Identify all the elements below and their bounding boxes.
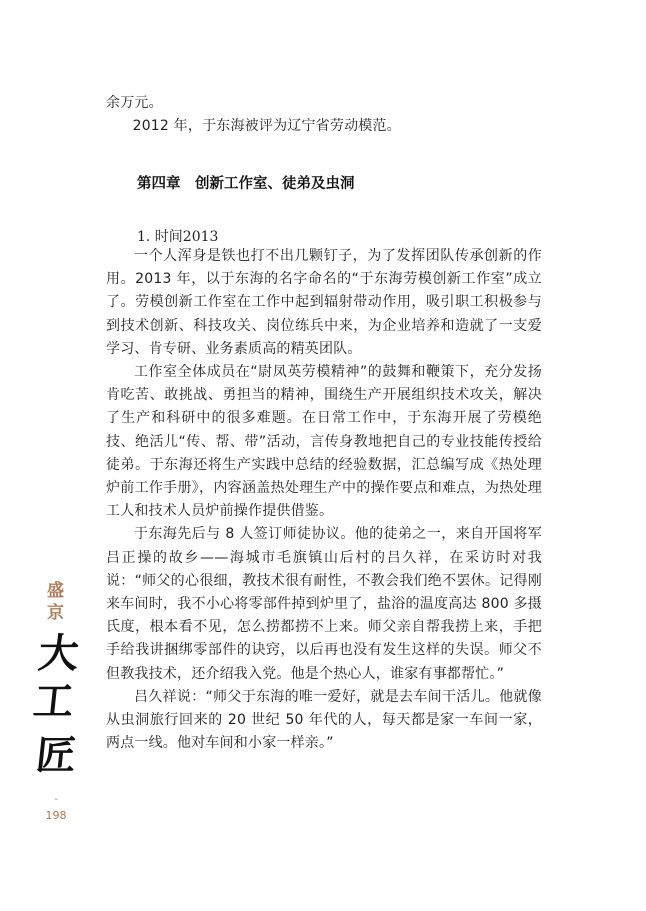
chapter-title: 第四章 创新工作室、徒弟及虫洞 — [137, 176, 355, 192]
body-paragraph: 于东海先后与 8 人签订师徒协议。他的徒弟之一，来自开国将军吕正操的故乡——海城市毛旗镇山后村的吕久祥，在采访时对我说：“师父的心很细，教技术很有耐性，不教会我们绝不罢休。记得刚来车间时，我不小心将零部件掉到炉里了，盐浴的温度高达 800 多摄氏度，根本看不见，怎么捞都捞不上来。师父亲自帮我捞上来，手把手给我讲捆绑零部件的诀窍，以后再也没有发生这样的失误。师父不但教我技术，还介绍我入党。他是个热心人，谁家有事都帮忙。” — [106, 526, 542, 682]
series-char-2: 京 — [47, 603, 65, 623]
body-paragraph: 吕久祥说：“师父于东海的唯一爱好，就是去车间干活儿。他就像从虫洞旅行回来的 20 世纪 50 年代的人，每天都是家一车间一家，两点一线。他对车间和小家一样亲。” — [106, 688, 542, 752]
body-paragraph: 工作室全体成员在“尉凤英劳模精神”的鼓舞和鞭策下，充分发扬肯吃苦、敢挑战、勇担当的精神，围绕生产开展组织技术攻关，解决了生产和科研中的很多难题。在日常工作中，于东海开展了劳模绝技、绝活儿“传、帮、带”活动，言传身教地把自己的专业技能传授给徒弟。于东海还将生产实践中总结的经验数据，汇总编写成《热处理炉前工作手册》，内容涵盖热处理生产中的操作要点和难点，为热处理工人和技术人员炉前操作提供借鉴。 — [106, 364, 542, 520]
section-title: 1. 时间2013 — [137, 229, 219, 245]
series-char-1: 盛 — [47, 581, 65, 601]
paragraph-continuation: 余万元。 — [106, 95, 163, 111]
brand-calligraphy-line-1: 大工 — [31, 630, 82, 725]
brand-calligraphy-line-2: 匠 — [33, 732, 79, 779]
body-paragraph: 一个人浑身是铁也打不出几颗钉子，为了发挥团队传承创新的作用。2013 年，以于东海的名字命名的“于东海劳模创新工作室”成立了。劳模创新工作室在工作中起到辐射带动作用，吸引职工积极参与到技术创新、科技攻关、岗位练兵中来，为企业培养和造就了一支爱学习、肯专研、业务素质高的精英团队。 — [106, 248, 542, 357]
body-text-block — [106, 245, 542, 755]
top-text-block — [106, 92, 542, 138]
book-series-sidebar — [30, 580, 82, 822]
page-number: 198 — [45, 809, 67, 822]
page-number-dash: - — [54, 794, 58, 805]
paragraph-award: 2012 年，于东海被评为辽宁省劳动模范。 — [132, 118, 401, 135]
